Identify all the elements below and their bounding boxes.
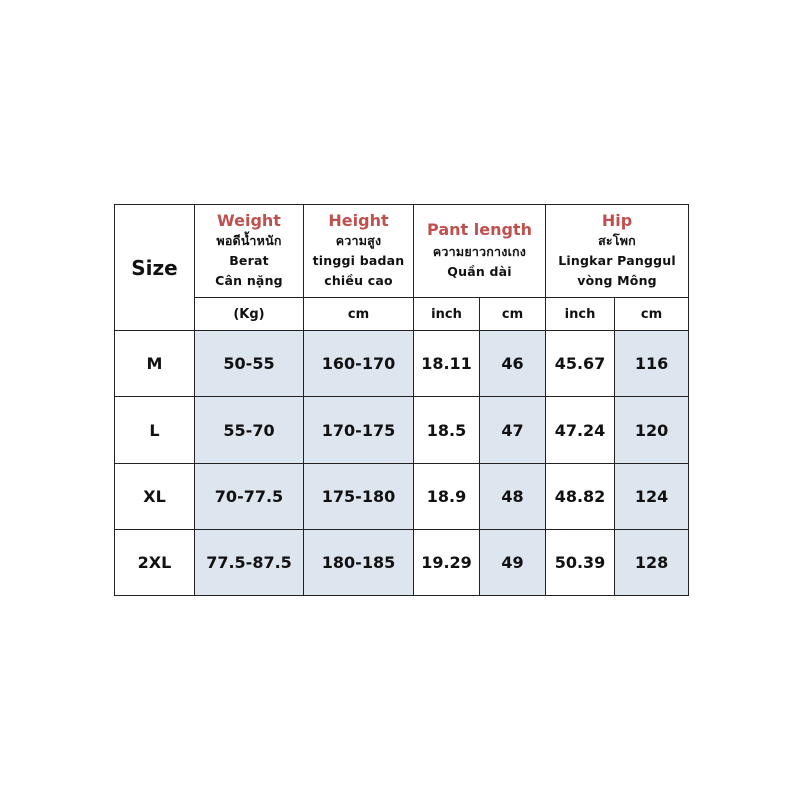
pant-inch-cell: 19.29	[414, 529, 480, 595]
size-chart-table	[114, 204, 689, 596]
table-row	[115, 529, 689, 595]
size-cell: XL	[115, 463, 195, 529]
header-row-units	[115, 298, 689, 331]
pant-length-label-thai: ความยาวกางเกง	[432, 244, 527, 260]
height-cell: 180-185	[304, 529, 414, 595]
hip-inch-cell: 47.24	[546, 397, 615, 463]
table-row	[115, 463, 689, 529]
size-column-header: Size	[115, 205, 195, 331]
hip-unit-cm: cm	[615, 298, 689, 331]
hip-label-indonesian: Lingkar Panggul	[558, 253, 676, 269]
height-unit: cm	[304, 298, 414, 331]
hip-label-thai: สะโพก	[598, 233, 636, 249]
hip-column-header	[546, 205, 689, 298]
pant-cm-cell: 49	[480, 529, 546, 595]
pant-length-title: Pant length	[427, 220, 532, 240]
pant-inch-cell: 18.9	[414, 463, 480, 529]
table-row	[115, 397, 689, 463]
weight-unit: (Kg)	[195, 298, 304, 331]
pant-cm-cell: 46	[480, 331, 546, 397]
hip-cm-cell: 116	[615, 331, 689, 397]
weight-label-indonesian: Berat	[229, 253, 269, 269]
weight-cell: 55-70	[195, 397, 304, 463]
height-title: Height	[328, 211, 389, 231]
height-cell: 160-170	[304, 331, 414, 397]
pant-length-column-header	[414, 205, 546, 298]
pant-length-unit-inch: inch	[414, 298, 480, 331]
weight-label-thai: พอดีน้ำหนัก	[216, 233, 282, 249]
hip-label-vietnamese: vòng Mông	[577, 273, 657, 289]
size-cell: 2XL	[115, 529, 195, 595]
height-column-header	[304, 205, 414, 298]
weight-label-vietnamese: Cân nặng	[215, 273, 283, 289]
hip-unit-inch: inch	[546, 298, 615, 331]
hip-inch-cell: 45.67	[546, 331, 615, 397]
pant-inch-cell: 18.5	[414, 397, 480, 463]
hip-cm-cell: 128	[615, 529, 689, 595]
pant-cm-cell: 48	[480, 463, 546, 529]
hip-cm-cell: 120	[615, 397, 689, 463]
height-label-indonesian: tinggi badan	[312, 253, 405, 269]
hip-cm-cell: 124	[615, 463, 689, 529]
pant-length-label-vietnamese: Quần dài	[447, 264, 512, 280]
table-row	[115, 331, 689, 397]
pant-length-unit-cm: cm	[480, 298, 546, 331]
height-label-thai: ความสูง	[335, 233, 382, 249]
hip-inch-cell: 48.82	[546, 463, 615, 529]
size-cell: M	[115, 331, 195, 397]
weight-cell: 70-77.5	[195, 463, 304, 529]
weight-title: Weight	[217, 211, 281, 231]
weight-cell: 77.5-87.5	[195, 529, 304, 595]
size-cell: L	[115, 397, 195, 463]
height-cell: 170-175	[304, 397, 414, 463]
hip-inch-cell: 50.39	[546, 529, 615, 595]
pant-inch-cell: 18.11	[414, 331, 480, 397]
height-cell: 175-180	[304, 463, 414, 529]
weight-cell: 50-55	[195, 331, 304, 397]
weight-column-header	[195, 205, 304, 298]
hip-title: Hip	[601, 211, 633, 231]
pant-cm-cell: 47	[480, 397, 546, 463]
header-row-titles	[115, 205, 689, 298]
height-label-vietnamese: chiều cao	[324, 273, 393, 289]
